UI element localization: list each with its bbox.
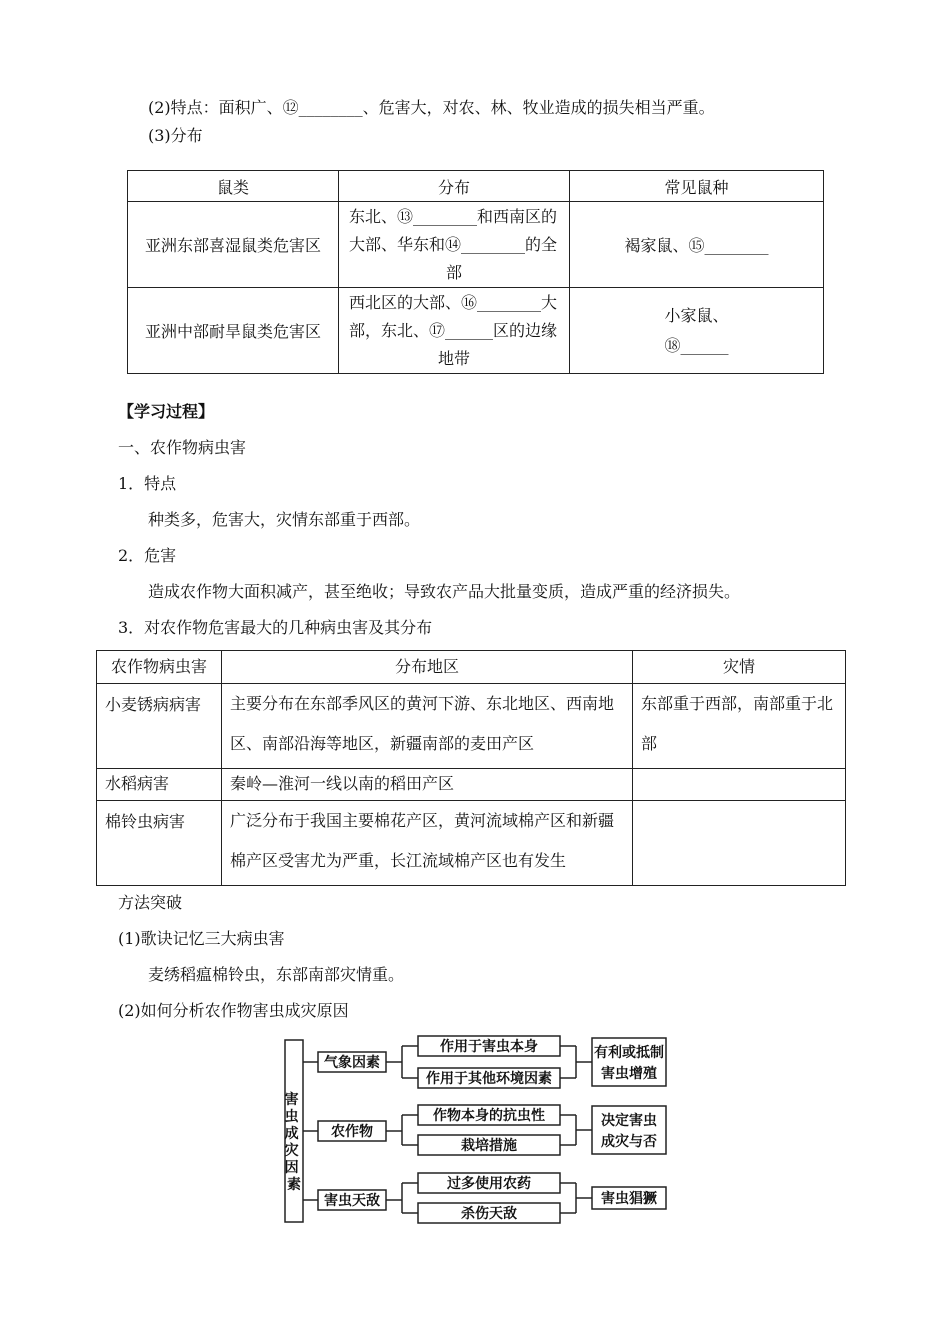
rodent-type: 亚洲东部喜湿鼠类危害区 xyxy=(128,202,339,288)
pest-name: 小麦锈病病害 xyxy=(97,684,222,769)
dist-line: 东北、⑬________和西南区的 xyxy=(349,206,558,226)
pest-disaster: 东部重于西部，南部重于北部 xyxy=(633,684,846,769)
rodent-distribution xyxy=(339,288,570,374)
dist-line: 部，东北、⑰______区的边缘 xyxy=(349,320,558,340)
species-line: 褐家鼠、⑮________ xyxy=(624,236,769,255)
item-text: 种类多，危害大，灾情东部重于西部。 xyxy=(148,510,421,529)
method-item-title: (2)如何分析农作物害虫成灾原因 xyxy=(118,1001,349,1020)
distribution-heading: (3)分布 xyxy=(148,126,203,145)
species-line: ⑱______ xyxy=(664,335,729,355)
pest-table xyxy=(96,650,846,886)
table-row xyxy=(97,769,846,801)
header-distribution: 分布 xyxy=(339,171,570,202)
pest-name: 棉铃虫病害 xyxy=(97,801,222,886)
table-row xyxy=(128,288,824,374)
header-pest: 农作物病虫害 xyxy=(97,651,222,684)
header-area: 分布地区 xyxy=(222,651,633,684)
dist-line: 西北区的大部、⑯________大 xyxy=(349,292,558,312)
header-disaster: 灾情 xyxy=(633,651,846,684)
table-row xyxy=(128,202,824,288)
rodent-type: 亚洲中部耐旱鼠类危害区 xyxy=(128,288,339,374)
result-label: 有利或抵制 xyxy=(594,1045,664,1061)
sub-label: 栽培措施 xyxy=(461,1138,517,1154)
header-species: 常见鼠种 xyxy=(570,171,824,202)
method-item-title: (1)歌诀记忆三大病虫害 xyxy=(118,929,285,948)
pest-disaster xyxy=(633,801,846,886)
section-title: 一、农作物病虫害 xyxy=(118,438,247,457)
item-title: 3．对农作物危害最大的几种病虫害及其分布 xyxy=(118,618,433,637)
table-row xyxy=(97,684,846,769)
factor-weather: 气象因素 xyxy=(324,1055,380,1071)
rodent-species xyxy=(570,202,824,288)
sub-label: 作用于害虫本身 xyxy=(440,1039,538,1055)
root-label: 害 虫 成 灾 因 素 xyxy=(284,1092,301,1193)
sub-label: 过多使用农药 xyxy=(447,1176,531,1192)
item-title: 2．危害 xyxy=(118,546,177,565)
result-label: 害虫增殖 xyxy=(601,1066,657,1082)
item-title: 1．特点 xyxy=(118,474,177,493)
rodent-table xyxy=(127,170,824,374)
result-label: 决定害虫 xyxy=(601,1113,657,1129)
table-row xyxy=(97,801,846,886)
method-item-text: 麦绣稻瘟棉铃虫，东部南部灾情重。 xyxy=(148,965,405,984)
sub-label: 作物本身的抗虫性 xyxy=(433,1108,545,1124)
header-rodent-type: 鼠类 xyxy=(128,171,339,202)
rodent-species xyxy=(570,288,824,374)
pest-disaster xyxy=(633,769,846,801)
result-label: 害虫猖獗 xyxy=(601,1191,657,1207)
rodent-distribution xyxy=(339,202,570,288)
dist-line: 部 xyxy=(445,262,462,282)
method-title: 方法突破 xyxy=(118,893,183,912)
pest-area: 秦岭—淮河一线以南的稻田产区 xyxy=(222,769,633,801)
dist-line: 地带 xyxy=(437,348,470,368)
species-line: 小家鼠、 xyxy=(664,305,729,325)
item-text: 造成农作物大面积减产，甚至绝收；导致农产品大批量变质，造成严重的经济损失。 xyxy=(148,582,741,601)
result-label: 成灾与否 xyxy=(601,1134,657,1150)
feature-line: (2)特点：面积广、⑫________、危害大，对农、林、牧业造成的损失相当严重。 xyxy=(148,98,715,117)
section-heading: 【学习过程】 xyxy=(118,402,215,421)
sub-label: 作用于其他环境因素 xyxy=(426,1071,552,1087)
pest-factor-diagram xyxy=(280,1034,680,1226)
factor-enemy: 害虫天敌 xyxy=(324,1193,380,1209)
dist-line: 大部、华东和⑭________的全 xyxy=(349,234,558,254)
pest-name: 水稻病害 xyxy=(97,769,222,801)
pest-area: 主要分布在东部季风区的黄河下游、东北地区、西南地区、南部沿海等地区，新疆南部的麦田产区 xyxy=(222,684,633,769)
pest-area: 广泛分布于我国主要棉花产区，黄河流域棉产区和新疆棉产区受害尤为严重，长江流域棉产区也有发生 xyxy=(222,801,633,886)
factor-crop: 农作物 xyxy=(331,1124,373,1140)
sub-label: 杀伤天敌 xyxy=(461,1206,517,1222)
